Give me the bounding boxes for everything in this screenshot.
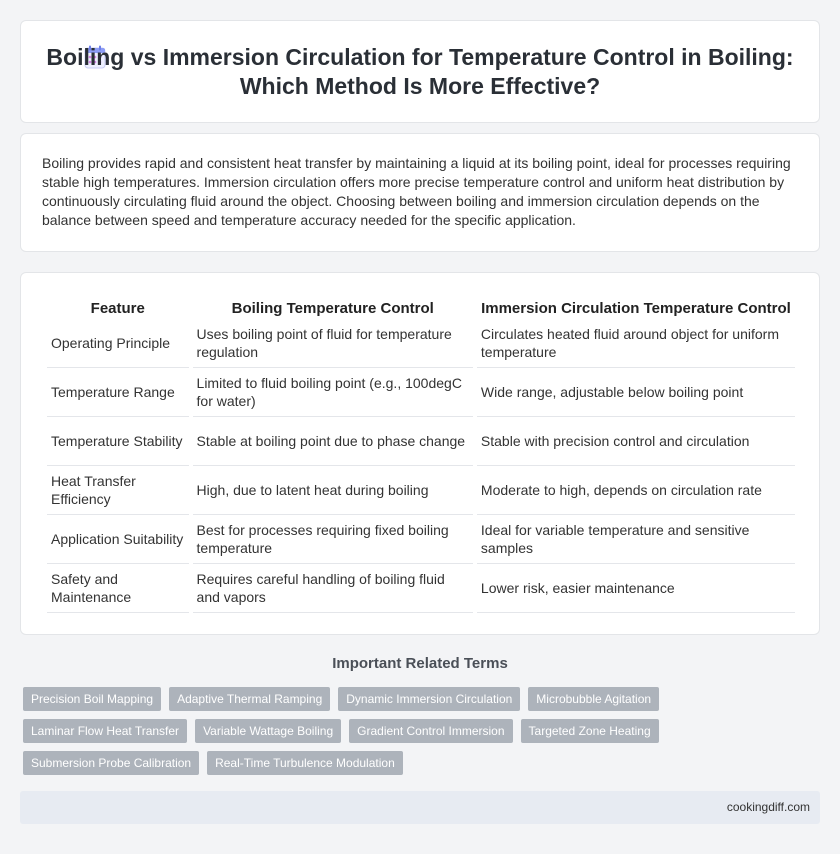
related-term-tag[interactable]: Submersion Probe Calibration	[23, 751, 199, 775]
column-header-feature: Feature	[90, 299, 145, 317]
related-term-tag[interactable]: Gradient Control Immersion	[349, 719, 512, 743]
comparison-table	[43, 297, 799, 613]
table-cell-feature: Safety and Maintenance	[47, 564, 189, 613]
table-cell-boiling: Stable at boiling point due to phase change	[193, 417, 473, 466]
table-header-row	[47, 297, 795, 319]
table-cell-boiling: Requires careful handling of boiling fluid and vapors	[193, 564, 473, 613]
table-cell-boiling: Limited to fluid boiling point (e.g., 100degC for water)	[193, 368, 473, 417]
footer-site-link[interactable]: cookingdiff.com	[726, 800, 810, 814]
table-row	[47, 515, 795, 564]
column-header-boiling: Boiling Temperature Control	[231, 299, 434, 317]
table-row	[47, 417, 795, 466]
comparison-table-card	[20, 272, 820, 635]
table-row	[47, 319, 795, 368]
table-cell-boiling: Uses boiling point of fluid for temperature regulation	[193, 319, 473, 368]
summary-text: Boiling provides rapid and consistent heat transfer by maintaining a liquid at its boiling point, ideal for processes requiring stable high temperatures. Immersion circulation offers more precise temperature control and uniform heat distribution by continuously circulating fluid around the object. Choosing between boiling and immersion circulation depends on the balance between speed and temperature accuracy needed for the specific application.	[42, 155, 791, 228]
related-term-tag[interactable]: Microbubble Agitation	[528, 687, 659, 711]
table-cell-feature: Temperature Range	[47, 368, 189, 417]
table-cell-boiling: Best for processes requiring fixed boiling temperature	[193, 515, 473, 564]
related-terms-title: Important Related Terms	[332, 655, 508, 672]
related-term-tag[interactable]: Variable Wattage Boiling	[195, 719, 341, 743]
related-term-tag[interactable]: Precision Boil Mapping	[23, 687, 161, 711]
table-cell-feature: Operating Principle	[47, 319, 189, 368]
table-row	[47, 368, 795, 417]
table-cell-feature: Temperature Stability	[47, 417, 189, 466]
related-terms-list	[23, 687, 683, 775]
table-cell-immersion: Stable with precision control and circulation	[477, 417, 795, 466]
table-cell-feature: Application Suitability	[47, 515, 189, 564]
summary-card	[20, 133, 820, 252]
related-term-tag[interactable]: Adaptive Thermal Ramping	[169, 687, 330, 711]
table-cell-immersion: Circulates heated fluid around object for uniform temperature	[477, 319, 795, 368]
footer	[20, 791, 820, 824]
table-cell-immersion: Ideal for variable temperature and sensitive samples	[477, 515, 795, 564]
table-cell-immersion: Wide range, adjustable below boiling point	[477, 368, 795, 417]
header-card	[20, 20, 820, 123]
table-cell-boiling: High, due to latent heat during boiling	[193, 466, 473, 515]
page-title: Boiling vs Immersion Circulation for Temperature Control in Boiling: Which Method Is More Effective?	[46, 44, 794, 99]
column-header-immersion: Immersion Circulation Temperature Control	[481, 299, 791, 317]
related-term-tag[interactable]: Dynamic Immersion Circulation	[338, 687, 520, 711]
related-term-tag[interactable]: Real-Time Turbulence Modulation	[207, 751, 403, 775]
table-row	[47, 564, 795, 613]
table-cell-feature: Heat Transfer Efficiency	[47, 466, 189, 515]
related-term-tag[interactable]: Laminar Flow Heat Transfer	[23, 719, 187, 743]
table-cell-immersion: Moderate to high, depends on circulation rate	[477, 466, 795, 515]
related-term-tag[interactable]: Targeted Zone Heating	[521, 719, 659, 743]
table-cell-immersion: Lower risk, easier maintenance	[477, 564, 795, 613]
table-row	[47, 466, 795, 515]
